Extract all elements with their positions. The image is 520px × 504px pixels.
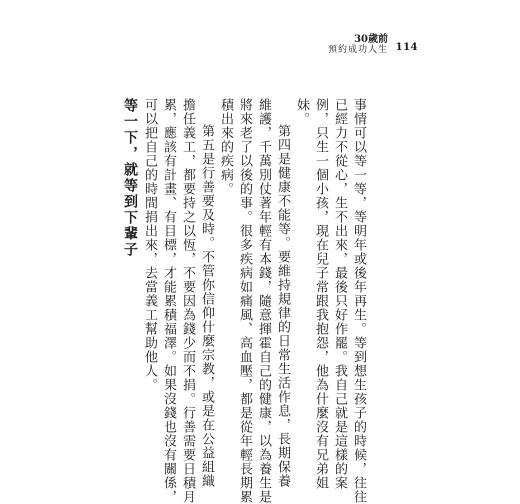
page-number: 114 <box>395 42 418 53</box>
text-column: 第四是健康不能等。要維持規律的日常生活作息，長期保養 <box>275 124 290 488</box>
text-column: 積出來的疾病。 <box>218 98 233 196</box>
text-column: 累，應該有計畫、有目標，才能累積福澤。如果沒錢也沒有關係， <box>161 98 176 504</box>
text-column: 擔任義工，都要持之以恆，不要因為錢少而不捐。行善需要日積月 <box>180 98 195 504</box>
text-column: 可以把自己的時間捐出來，去當義工幫助他人。 <box>142 98 157 392</box>
text-column: 維護，千萬別仗著年輕有本錢，隨意揮霍自己的健康，以為養生是 <box>256 98 271 504</box>
text-column: 例，只生一個小孩，現在兒子常跟我抱怨，他為什麼沒有兄弟姐 <box>313 98 328 490</box>
running-header <box>327 34 418 56</box>
text-column: 事情可以等一等，等明年或後年再生。等到想生孩子的時候，往往 <box>351 98 366 504</box>
series-label: 30歲前 <box>354 34 388 45</box>
text-column: 將來老了以後的事。很多疾病如痛風、高血壓，都是從年輕長期累 <box>237 98 252 504</box>
book-title: 預約成功人生 <box>327 45 388 55</box>
section-heading: 等一下，就等到下輩子 <box>122 98 138 258</box>
text-column: 妹。 <box>294 98 309 126</box>
text-column: 已經力不從心，生不出來，最後只好作罷。我自己就是這樣的案 <box>332 98 347 490</box>
text-column: 第五是行善要及時。不管你信仰什麼宗教，或是在公益組織 <box>199 124 214 488</box>
